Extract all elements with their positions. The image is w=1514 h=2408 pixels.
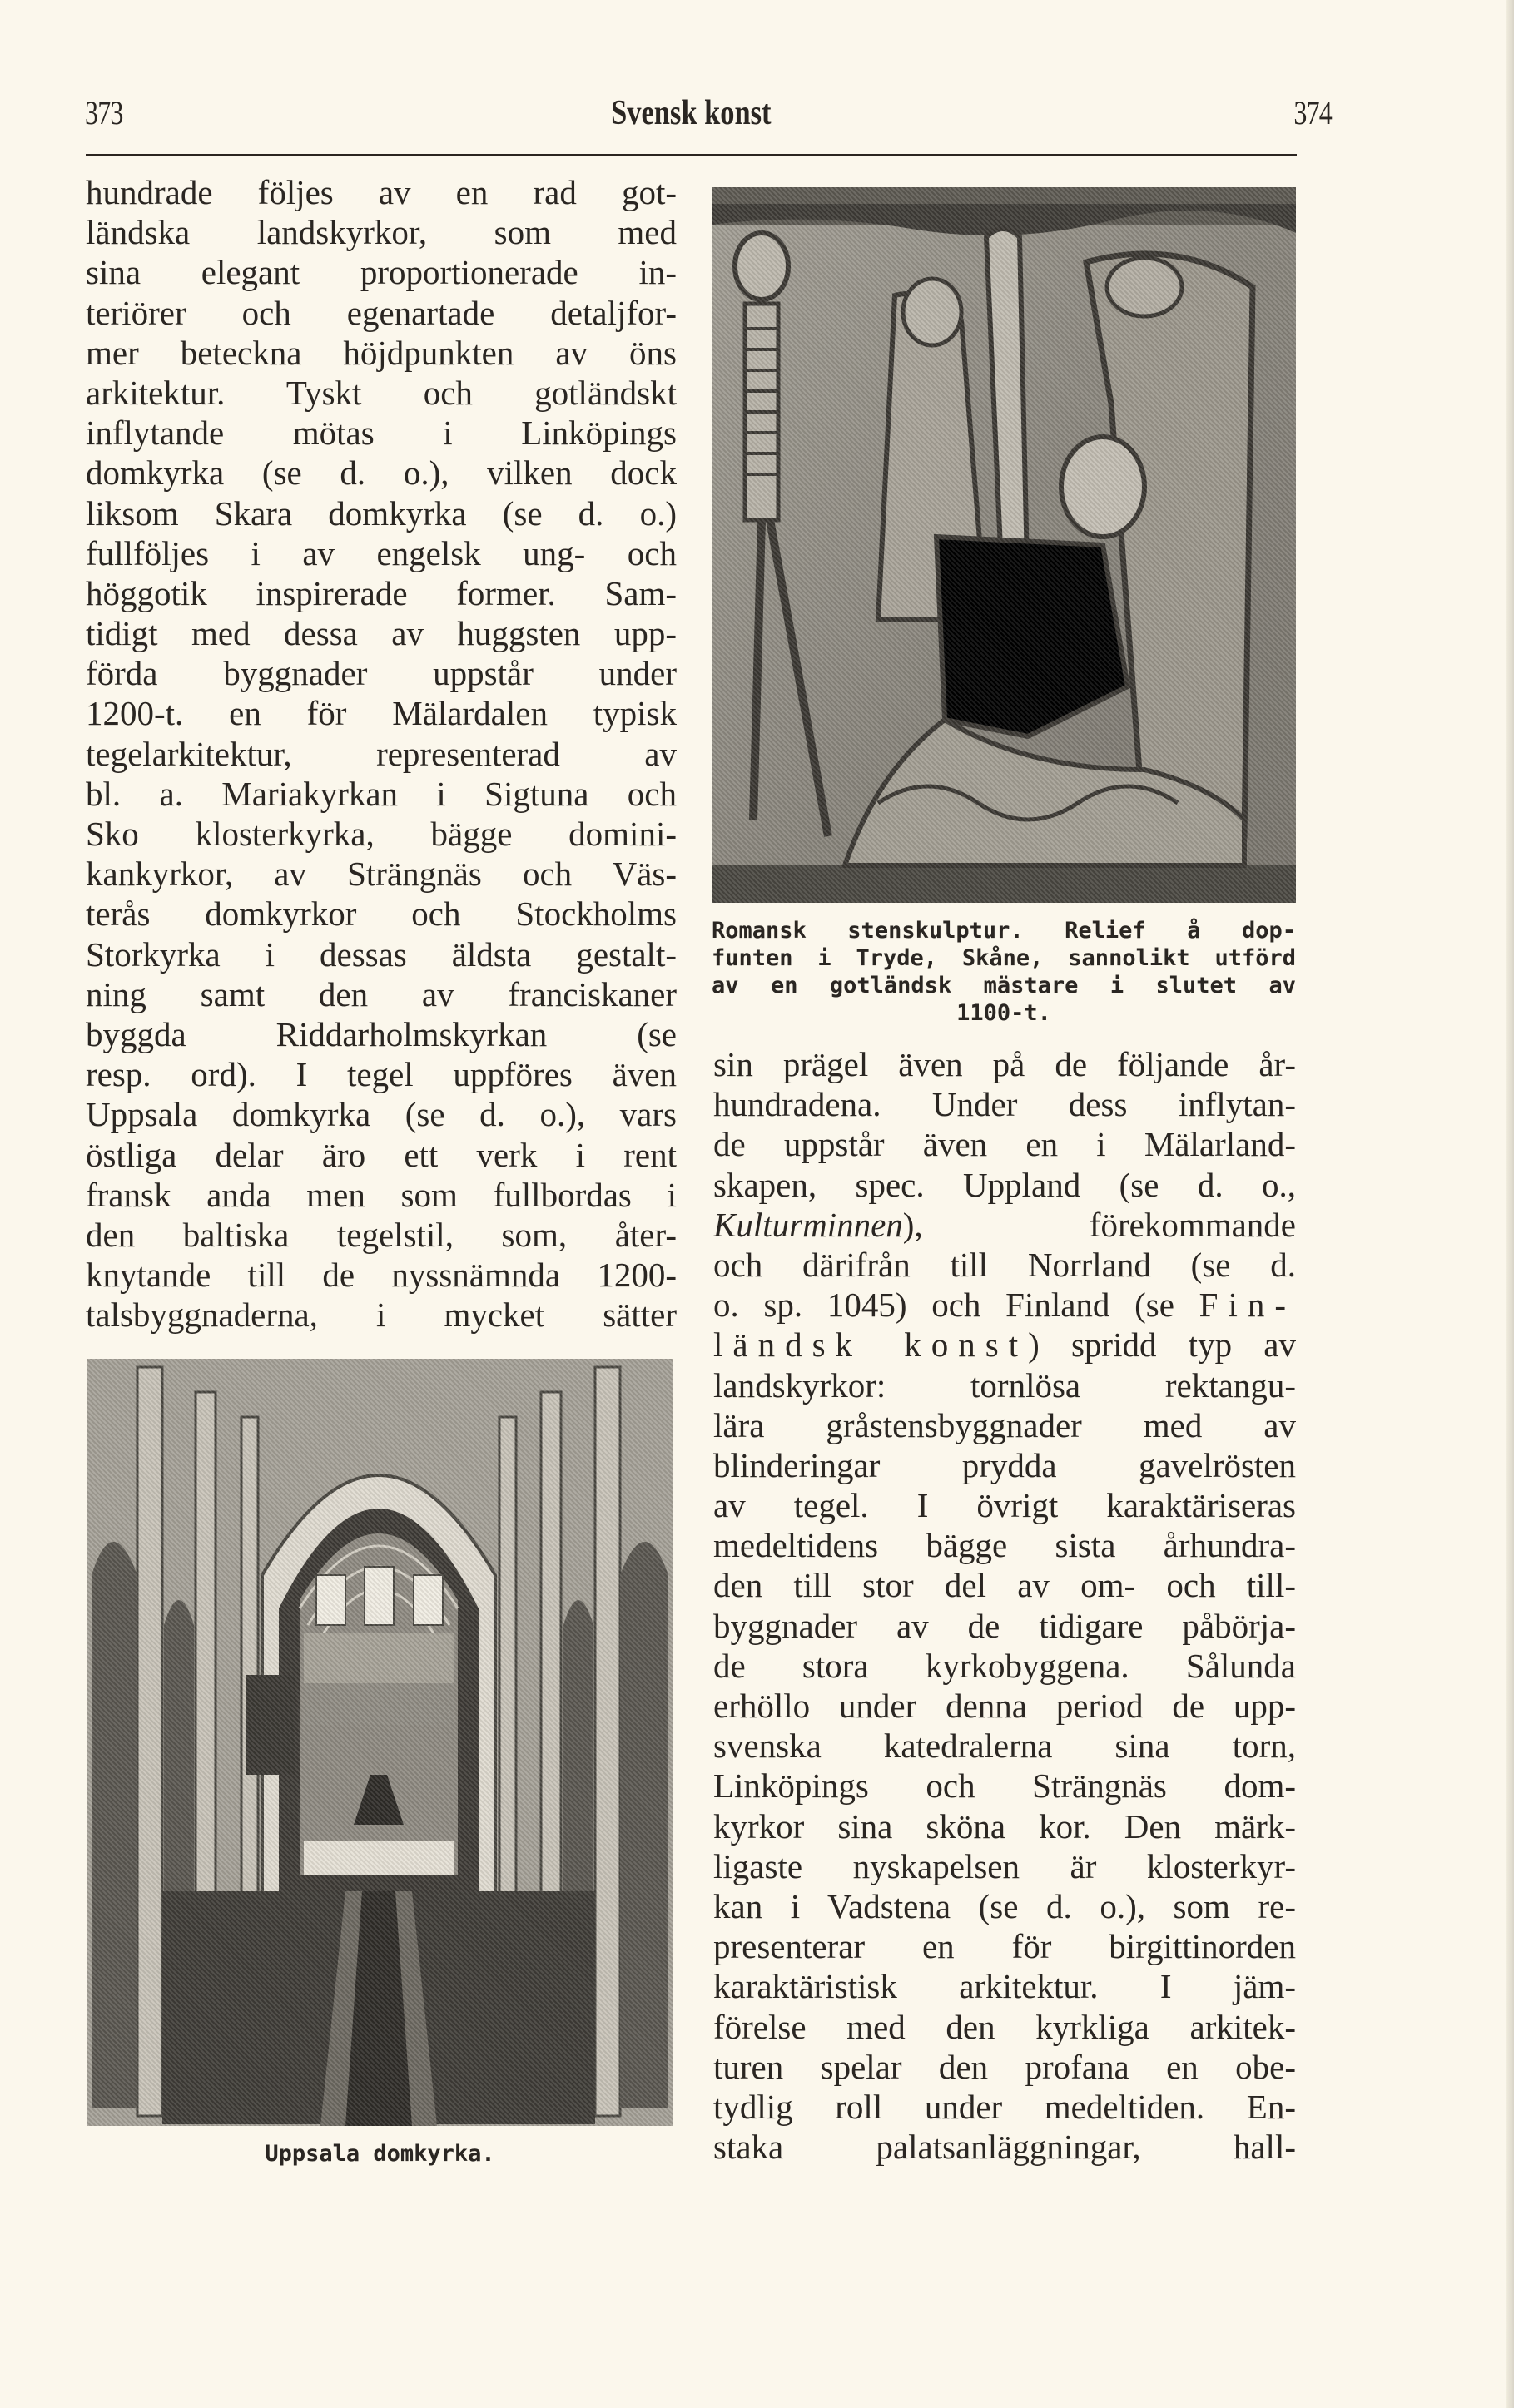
- text-line: byggnader av de tidigare påbörja-: [713, 1606, 1296, 1645]
- italic-reference: Kulturminnen: [713, 1205, 903, 1244]
- text-line: östliga delar äro ett verk i rent: [86, 1135, 677, 1174]
- text-line: de stora kyrkobyggena. Sålunda: [713, 1646, 1296, 1685]
- text-line: domkyrka (se d. o.), vilken dock: [86, 453, 677, 493]
- text-line: kyrkor sina sköna kor. Den märk-: [713, 1806, 1296, 1846]
- figure-cathedral-caption: Uppsala domkyrka.: [265, 2141, 495, 2167]
- page-number-left: 373: [85, 94, 123, 131]
- text-line: teriörer och egenartade detaljfor-: [86, 293, 677, 332]
- text-line: förda byggnader uppstår under: [86, 654, 677, 693]
- text-line: inflytande mötas i Linköpings: [86, 414, 677, 453]
- text-fragment: ), förekommande: [902, 1205, 1296, 1244]
- spaced-reference: ländsk konst: [713, 1325, 1029, 1365]
- text-line: hundrade följes av en rad got-: [86, 173, 677, 211]
- text-line: [713, 1325, 1296, 1365]
- text-line: terås domkyrkor och Stockholms: [86, 894, 677, 934]
- text-line: kankyrkor, av Strängnäs och Väs-: [86, 855, 677, 894]
- cathedral-illustration: [87, 1359, 673, 2126]
- spaced-reference: Fin-: [1199, 1286, 1296, 1325]
- text-line: [713, 1285, 1296, 1325]
- figure-relief-caption: [712, 917, 1296, 1027]
- text-fragment: o. sp. 1045) och Finland (se: [713, 1286, 1199, 1325]
- caption-line: 1100-t.: [956, 1000, 1051, 1026]
- text-line: 1200-t. en för Mälardalen typisk: [86, 694, 677, 733]
- text-line: liksom Skara domkyrka (se d. o.): [86, 493, 677, 533]
- text-line: av tegel. I övrigt karaktäriseras: [713, 1486, 1296, 1525]
- text-line: presenterar en för birgittinorden: [713, 1927, 1296, 1966]
- text-line: Sko klosterkyrka, bägge domini-: [86, 815, 677, 853]
- text-line: Storkyrka i dessas äldsta gestalt-: [86, 934, 677, 974]
- right-column: [713, 1044, 1296, 2167]
- text-line: och därifrån till Norrland (se d.: [713, 1245, 1296, 1284]
- text-line: ländska landskyrkor, som med: [86, 213, 677, 252]
- text-line: Uppsala domkyrka (se d. o.), vars: [86, 1095, 677, 1134]
- caption-line: av en gotländsk mästare i slutet av: [712, 973, 1296, 998]
- text-line: de uppstår även en i Mälarland-: [713, 1125, 1296, 1164]
- right-column-rest: [713, 1365, 1296, 2168]
- header-rule: [86, 154, 1297, 156]
- text-line: sin prägel även på de följande år-: [713, 1045, 1296, 1083]
- text-line: hundradena. Under dess inflytan-: [713, 1085, 1296, 1124]
- text-line: turen spelar den profana en obe-: [713, 2047, 1296, 2086]
- text-line: lära gråstensbyggnader med av: [713, 1405, 1296, 1444]
- left-column: [86, 172, 677, 1335]
- text-line: tegelarkitektur, representerad av: [86, 734, 677, 773]
- text-line: sina elegant proportionerade in-: [86, 253, 677, 292]
- text-fragment: ) spridd typ av: [1028, 1325, 1296, 1365]
- text-line: ning samt den av franciskaner: [86, 974, 677, 1013]
- text-line: fullföljes i av engelsk ung- och: [86, 533, 677, 572]
- text-line: knytande till de nyssnämnda 1200-: [86, 1256, 677, 1295]
- text-line: byggda Riddarholmskyrkan (se: [86, 1014, 677, 1053]
- text-line: karaktäristisk arkitektur. I jäm-: [713, 1967, 1296, 2006]
- text-line: skapen, spec. Uppland (se d. o.,: [713, 1165, 1296, 1204]
- page-edge: [1506, 0, 1514, 2408]
- text-line: förelse med den kyrkliga arkitek-: [713, 2007, 1296, 2046]
- page-number-right: 374: [1293, 94, 1332, 131]
- figure-relief-image: [712, 187, 1296, 903]
- text-line: erhöllo under denna period de upp-: [713, 1687, 1296, 1725]
- text-line: höggotik inspirerade former. Sam-: [86, 573, 677, 612]
- text-line: medeltidens bägge sista århundra-: [713, 1526, 1296, 1565]
- text-line: mer beteckna höjdpunkten av öns: [86, 333, 677, 372]
- text-line: landskyrkor: tornlösa rektangu-: [713, 1365, 1296, 1405]
- text-line: [713, 1205, 1296, 1245]
- text-line: arkitektur. Tyskt och gotländskt: [86, 373, 677, 412]
- text-line: tidigt med dessa av huggsten upp-: [86, 614, 677, 653]
- text-line: fransk anda men som fullbordas i: [86, 1175, 677, 1214]
- text-line: kan i Vadstena (se d. o.), som re-: [713, 1886, 1296, 1925]
- text-line: svenska katedralerna sina torn,: [713, 1727, 1296, 1766]
- caption-line: funten i Tryde, Skåne, sannolikt utförd: [712, 945, 1296, 971]
- running-header: [83, 93, 1332, 151]
- text-line: staka palatsanläggningar, hall-: [713, 2128, 1296, 2167]
- running-title: [83, 93, 1298, 133]
- figure-cathedral-image: [87, 1359, 673, 2126]
- text-line: Linköpings och Strängnäs dom-: [713, 1766, 1296, 1806]
- running-title-text: Svensk konst: [610, 94, 772, 132]
- text-line: ligaste nyskapelsen är klosterkyr-: [713, 1846, 1296, 1885]
- text-line: den till stor del av om- och till-: [713, 1566, 1296, 1605]
- text-line: den baltiska tegelstil, som, åter-: [86, 1215, 677, 1254]
- text-line: bl. a. Mariakyrkan i Sigtuna och: [86, 774, 677, 813]
- text-line: tydlig roll under medeltiden. En-: [713, 2087, 1296, 2126]
- text-line: resp. ord). I tegel uppföres även: [86, 1055, 677, 1094]
- text-line: blinderingar prydda gavelrösten: [713, 1445, 1296, 1484]
- relief-illustration: [712, 187, 1296, 903]
- caption-line: Romansk stenskulptur. Relief å dop-: [712, 918, 1296, 944]
- text-line: talsbyggnaderna, i mycket sätter: [86, 1296, 677, 1335]
